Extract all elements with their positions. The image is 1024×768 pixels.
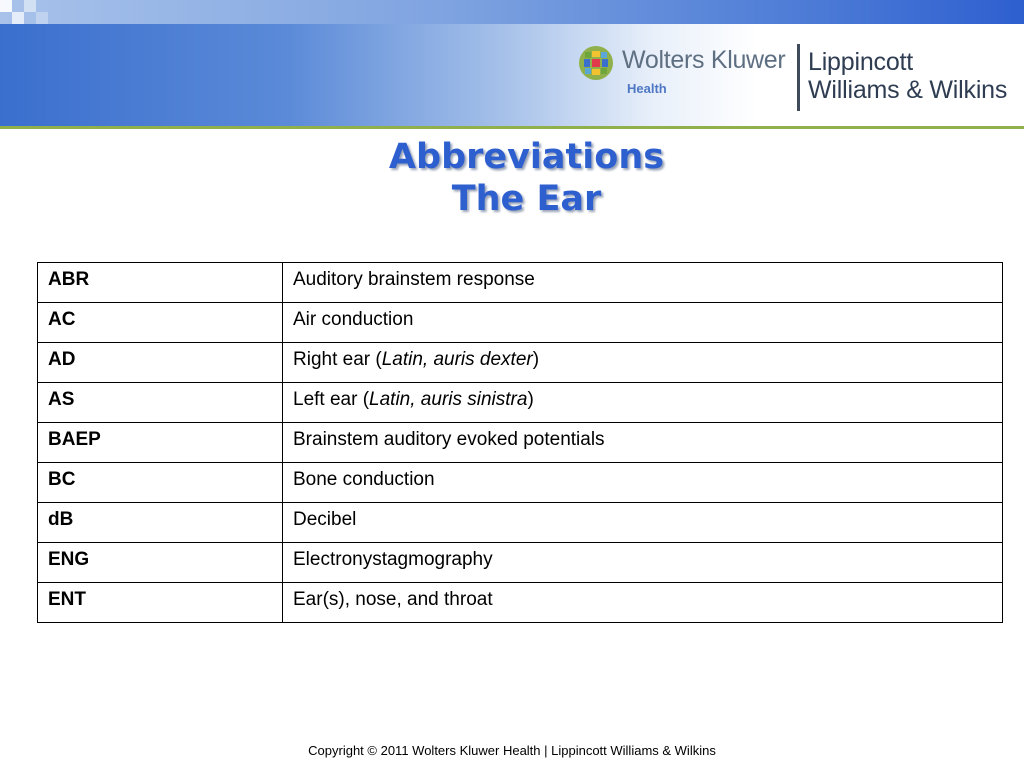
table-row	[38, 383, 1003, 423]
definition-cell	[283, 503, 1003, 543]
definition-text: Electronystagmography	[293, 549, 493, 570]
decorative-squares	[0, 0, 60, 24]
abbreviation-cell: AS	[38, 383, 283, 423]
partner-name	[808, 48, 1007, 104]
copyright-footer: Copyright © 2011 Wolters Kluwer Health | Lippincott Williams & Wilkins	[308, 743, 716, 758]
abbreviation-cell: BC	[38, 463, 283, 503]
abbreviation-cell: ENT	[38, 583, 283, 623]
definition-text: )	[527, 389, 534, 410]
title-line-1: Abbreviations	[388, 137, 665, 177]
definition-cell	[283, 463, 1003, 503]
table-row	[38, 463, 1003, 503]
definition-cell	[283, 343, 1003, 383]
abbreviation-cell: ENG	[38, 543, 283, 583]
definition-italic-text: Latin, auris sinistra	[369, 389, 528, 410]
header-banner	[0, 0, 1024, 126]
title-line-2: The Ear	[451, 179, 602, 219]
definition-italic-text: Latin, auris dexter	[381, 349, 533, 370]
definition-text: Bone conduction	[293, 469, 435, 490]
slide-title	[0, 136, 1024, 220]
table-row	[38, 343, 1003, 383]
abbreviation-cell: dB	[38, 503, 283, 543]
table-body	[38, 263, 1003, 623]
definition-text: Decibel	[293, 509, 357, 530]
table-row	[38, 543, 1003, 583]
definition-cell	[283, 543, 1003, 583]
table-row	[38, 303, 1003, 343]
definition-text: Right ear (	[293, 349, 382, 370]
abbreviation-cell: BAEP	[38, 423, 283, 463]
abbreviation-cell: ABR	[38, 263, 283, 303]
header-accent-line	[0, 126, 1024, 129]
brand-sub: Health	[627, 81, 667, 96]
table-row	[38, 423, 1003, 463]
definition-text: )	[532, 349, 540, 370]
brand-name: Wolters Kluwer	[622, 46, 786, 74]
definition-cell	[283, 263, 1003, 303]
abbreviation-cell: AC	[38, 303, 283, 343]
definition-text: Left ear (	[293, 389, 370, 410]
abbreviations-table	[37, 262, 1003, 623]
partner-line-1: Lippincott	[808, 48, 914, 76]
table-row	[38, 583, 1003, 623]
definition-text: Air conduction	[293, 309, 414, 330]
partner-line-2: Williams & Wilkins	[808, 76, 1008, 104]
definition-text: Auditory brainstem response	[293, 269, 535, 290]
table-row	[38, 503, 1003, 543]
logo-divider	[797, 44, 800, 111]
definition-text: Ear(s), nose, and throat	[293, 589, 493, 610]
definition-cell	[283, 583, 1003, 623]
header-top-strip	[0, 0, 1024, 24]
table-row	[38, 263, 1003, 303]
definition-text: Brainstem auditory evoked potentials	[293, 429, 605, 450]
abbreviation-cell: AD	[38, 343, 283, 383]
wolters-kluwer-globe-icon	[578, 45, 614, 81]
definition-cell	[283, 383, 1003, 423]
definition-cell	[283, 423, 1003, 463]
definition-cell	[283, 303, 1003, 343]
